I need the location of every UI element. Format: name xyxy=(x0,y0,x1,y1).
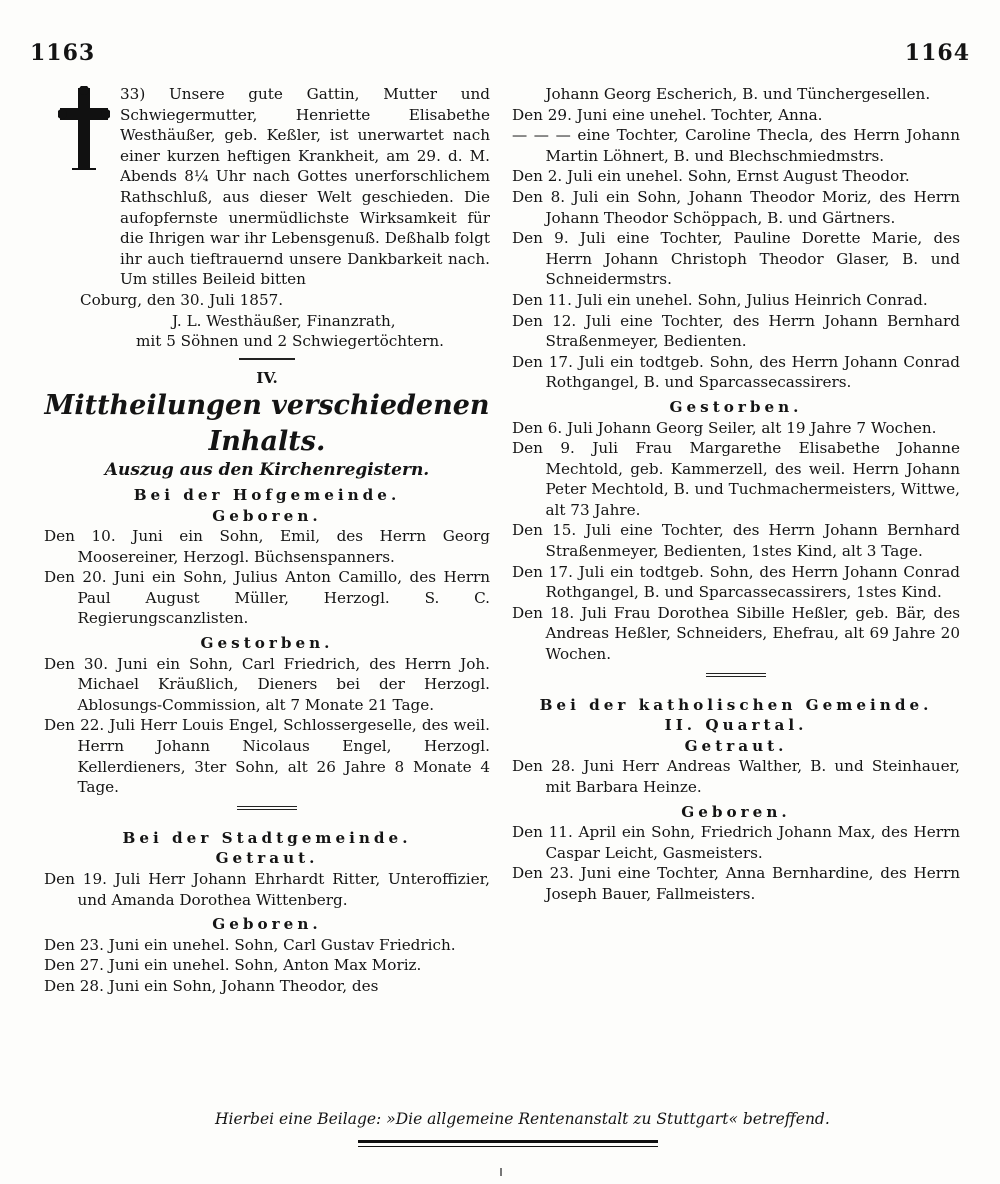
right-column xyxy=(512,84,960,905)
obituary-notice xyxy=(44,84,490,352)
stadt-geboren-entry: Den 8. Juli ein Sohn, Johann Theodor Moriz, des Herrn Johann Theodor Schöppach, B. und Gärtners. xyxy=(512,187,960,227)
hof-gestorben-heading: Gestorben. xyxy=(200,634,334,653)
hof-geboren-heading: Geboren. xyxy=(212,506,322,525)
katholisch-quarter: II. Quartal. xyxy=(664,716,808,735)
double-divider xyxy=(237,806,297,810)
stadt-gestorben-entry: Den 17. Juli ein todtgeb. Sohn, des Herrn Johann Conrad Rothgangel, B. und Sparcassecassirers, 1stes Kind. xyxy=(512,562,960,602)
obituary-place-date: Coburg, den 30. Juli 1857. xyxy=(80,290,284,309)
stadtgemeinde-heading: Bei der Stadtgemeinde. xyxy=(122,828,412,847)
stadt-geboren-entry: Den 9. Juli eine Tochter, Pauline Dorette Marie, des Herrn Johann Christoph Theodor Glaser, B. und Schneidermstrs. xyxy=(512,229,960,289)
page-number-right: 1164 xyxy=(904,40,970,66)
kath-geboren-entry: Den 23. Juni eine Tochter, Anna Bernhardine, des Herrn Joseph Bauer, Fallmeisters. xyxy=(512,864,960,903)
stadt-geboren-entry: Den 23. Juni ein unehel. Sohn, Carl Gustav Friedrich. xyxy=(44,935,456,954)
supplement-note: Hierbei eine Beilage: »Die allgemeine Rentenanstalt zu Stuttgart« betreffend. xyxy=(215,1110,830,1128)
hof-geboren-entry: Den 20. Juni ein Sohn, Julius Anton Camillo, des Herrn Paul August Müller, Herzogl. S. C. Regierungscanzlisten. xyxy=(44,568,490,628)
stadt-geboren-entry: Den 2. Juli ein unehel. Sohn, Ernst August Theodor. xyxy=(512,167,910,186)
double-divider xyxy=(706,673,766,677)
hof-geboren-entry: Den 10. Juni ein Sohn, Emil, des Herrn Georg Moosereiner, Herzogl. Büchsenspanners. xyxy=(44,527,490,566)
hof-gestorben-entry: Den 22. Juli Herr Louis Engel, Schlossergeselle, des weil. Herrn Johann Nicolaus Engel, Herzogl. Kellerdieners, 3ter Sohn, alt 26 Jahre 8 Monate 4 Tage. xyxy=(44,716,490,797)
kath-geboren-entry: Den 11. April ein Sohn, Friedrich Johann Max, des Herrn Caspar Leicht, Gasmeisters. xyxy=(512,823,960,862)
stadt-geboren-entry: Den 12. Juli eine Tochter, des Herrn Johann Bernhard Straßenmeyer, Bedienten. xyxy=(512,311,960,351)
section-title: Mittheilungen verschiedenen Inhalts. xyxy=(44,390,490,458)
hof-gestorben-entry: Den 30. Juni ein Sohn, Carl Friedrich, des Herrn Joh. Michael Kräußlich, Dieners bei der Herzogl. Ablosungs-Commission, alt 7 Monate 21 Tage. xyxy=(44,654,490,714)
page-number-left: 1163 xyxy=(30,40,96,66)
left-column xyxy=(44,84,490,997)
print-mark xyxy=(500,1168,502,1176)
kath-geboren-heading: Geboren. xyxy=(681,802,791,821)
stadt-geboren-entry: Den 28. Juni ein Sohn, Johann Theodor, des xyxy=(44,976,379,995)
stadt-geboren-continuation: Johann Georg Escherich, B. und Tünchergesellen. xyxy=(545,85,931,103)
obituary-signatory: J. L. Westhäußer, Finanzrath, xyxy=(172,311,396,330)
stadt-gestorben-entry: Den 9. Juli Frau Margarethe Elisabethe Johanne Mechtold, geb. Kammerzell, des weil. Herrn Johann Peter Mechtold, B. und Tuchmachermeisters, Wittwe, alt 73 Jahre. xyxy=(512,439,960,519)
stadt-geboren-entry: — — — eine Tochter, Caroline Thecla, des Herrn Johann Martin Löhnert, B. und Blechschmiedmstrs. xyxy=(512,126,960,165)
katholisch-heading: Bei der katholischen Gemeinde. xyxy=(539,695,933,714)
stadt-geboren-heading: Geboren. xyxy=(212,915,322,934)
bottom-rule-thin xyxy=(358,1146,658,1147)
obituary-family: mit 5 Söhnen und 2 Schwiegertöchtern. xyxy=(136,332,444,351)
hofgemeinde-heading: Bei der Hofgemeinde. xyxy=(133,485,401,504)
stadt-geboren-entry: Den 11. Juli ein unehel. Sohn, Julius Heinrich Conrad. xyxy=(512,290,928,309)
section-subtitle: Auszug aus den Kirchenregistern. xyxy=(104,460,430,481)
cross-icon xyxy=(58,86,110,170)
stadt-getraut-entry: Den 19. Juli Herr Johann Ehrhardt Ritter, Unteroffizier, und Amanda Dorothea Wittenberg. xyxy=(44,870,490,909)
stadt-geboren-entry: Den 17. Juli ein todtgeb. Sohn, des Herrn Johann Conrad Rothgangel, B. und Sparcassecassirers. xyxy=(512,352,960,392)
bottom-rule xyxy=(358,1140,658,1143)
divider xyxy=(239,358,295,360)
stadt-gestorben-entry: Den 15. Juli eine Tochter, des Herrn Johann Bernhard Straßenmeyer, Bedienten, 1stes Kind, alt 3 Tage. xyxy=(512,521,960,561)
stadt-getraut-heading: Getraut. xyxy=(215,849,319,868)
kath-getraut-entry: Den 28. Juni Herr Andreas Walther, B. und Steinhauer, mit Barbara Heinze. xyxy=(512,757,960,796)
stadt-gestorben-heading: Gestorben. xyxy=(669,397,803,416)
stadt-gestorben-entry: Den 18. Juli Frau Dorothea Sibille Heßler, geb. Bär, des Andreas Heßler, Schneiders, Ehefrau, alt 69 Jahre 20 Wochen. xyxy=(512,603,960,664)
section-numeral: IV. xyxy=(256,368,278,387)
kath-getraut-heading: Getraut. xyxy=(684,736,788,755)
stadt-geboren-entry: Den 29. Juni eine unehel. Tochter, Anna. xyxy=(512,105,823,124)
obituary-text: 33) Unsere gute Gattin, Mutter und Schwiegermutter, Henriette Elisabethe Westhäußer, geb. Keßler, ist unerwartet nach einer kurzen heftigen Krankheit, am 29. d. M. Abends 8¼ Uhr nach Gottes unerforschlichem Rathschluß, aus dieser Welt geschieden. Die aufopfernste unermüdlichste Wirksamkeit für die Ihrigen war ihr Lebensgenuß. Deßhalb folgt ihr auch tieftrauernd unsere Dankbarkeit nach. Um stilles Beileid bitten xyxy=(120,85,490,289)
stadt-gestorben-entry: Den 6. Juli Johann Georg Seiler, alt 19 Jahre 7 Wochen. xyxy=(512,418,937,437)
stadt-geboren-entry: Den 27. Juni ein unehel. Sohn, Anton Max Moriz. xyxy=(44,956,422,975)
